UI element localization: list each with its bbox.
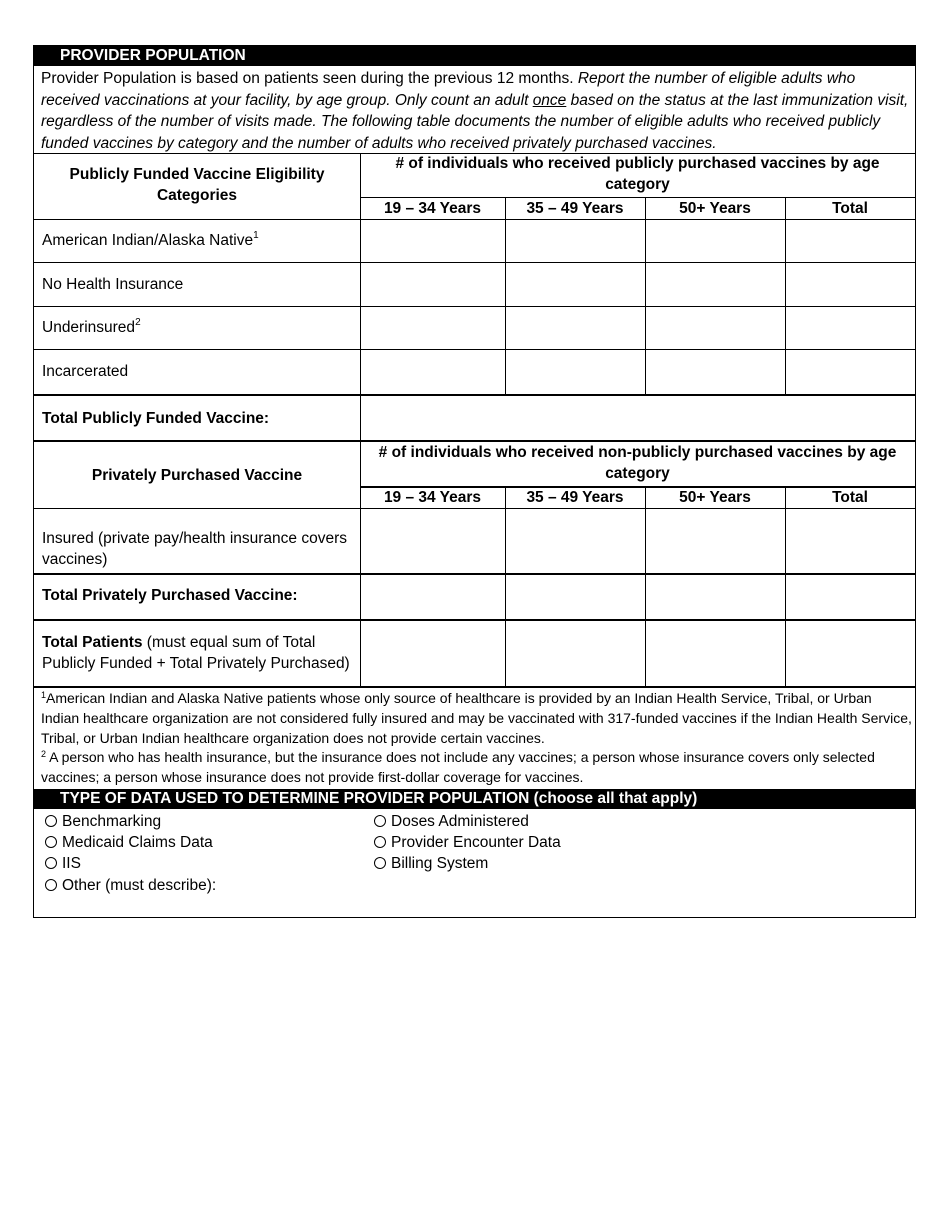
cell-uninsured-35-49[interactable] [506, 263, 645, 306]
cell-insured-35-49[interactable] [506, 509, 645, 573]
cell-insured-total[interactable] [786, 509, 915, 573]
row-underinsured: Underinsured$^2$ [42, 317, 141, 336]
option-doses-administered[interactable]: Doses Administered [374, 811, 529, 832]
row-american-indian: American Indian/Alaska Native$^1$ [42, 230, 259, 249]
row-no-health-insurance: No Health Insurance [42, 276, 184, 293]
cell-ai-an-50-plus[interactable] [646, 220, 785, 262]
cell-total-public-19-34[interactable] [361, 396, 505, 440]
footnote-2: $^2$ A person who has health insurance, but the insurance does not include any vaccines; a person whose insurance covers only selected vaccines; a person whose insurance does not provide first-dollar coverage for vaccines. [41, 749, 875, 785]
cell-incarcerated-total[interactable] [786, 350, 915, 394]
radio-circle-icon[interactable] [45, 857, 57, 869]
cell-total-patients-19-34[interactable] [361, 621, 505, 686]
section-header-provider-population [34, 46, 915, 66]
radio-circle-icon[interactable] [374, 857, 386, 869]
row-insured: Insured (private pay/health insurance covers vaccines) [42, 530, 347, 568]
cell-uninsured-total[interactable] [786, 263, 915, 306]
cell-total-private-total[interactable] [786, 575, 915, 619]
option-other[interactable]: Other (must describe): [45, 875, 216, 896]
cell-total-patients-35-49[interactable] [506, 621, 645, 686]
cell-uninsured-50-plus[interactable] [646, 263, 785, 306]
option-benchmarking[interactable]: Benchmarking [45, 811, 161, 832]
option-billing-system[interactable]: Billing System [374, 853, 488, 874]
private-col-19-34: 19 – 34 Years [383, 489, 482, 506]
section-title: TYPE OF DATA USED TO DETERMINE PROVIDER POPULATION (choose all that apply) [60, 790, 698, 807]
section-title: PROVIDER POPULATION [60, 47, 246, 64]
public-col-19-34: 19 – 34 Years [383, 200, 482, 217]
private-category-header: Privately Purchased Vaccine [91, 467, 303, 484]
cell-total-public-50-plus[interactable] [646, 396, 785, 440]
cell-incarcerated-50-plus[interactable] [646, 350, 785, 394]
public-col-35-49: 35 – 49 Years [526, 200, 624, 217]
cell-ai-an-19-34[interactable] [361, 220, 505, 262]
cell-underinsured-50-plus[interactable] [646, 307, 785, 349]
intro-italic-text-1: Report the number of eligible adults who received vaccinations at your facility, by age group. Only count an adult [41, 70, 856, 109]
intro-underlined-word: once [532, 91, 567, 109]
cell-insured-19-34[interactable] [361, 509, 505, 573]
cell-total-public-total[interactable] [786, 396, 915, 440]
cell-incarcerated-19-34[interactable] [361, 350, 505, 394]
row-incarcerated: Incarcerated [42, 363, 129, 380]
cell-underinsured-35-49[interactable] [506, 307, 645, 349]
cell-underinsured-total[interactable] [786, 307, 915, 349]
cell-total-private-35-49[interactable] [506, 575, 645, 619]
public-category-header: Publicly Funded Vaccine Eligibility Categories [69, 166, 325, 204]
option-medicaid-claims-data[interactable]: Medicaid Claims Data [45, 832, 213, 853]
provider-population-form [33, 45, 916, 918]
private-col-50-plus: 50+ Years [679, 489, 751, 506]
option-iis[interactable]: IIS [45, 853, 81, 874]
public-col-50-plus: 50+ Years [679, 200, 751, 217]
intro-plain-text: Provider Population is based on patients seen during the previous 12 months. [41, 70, 574, 87]
radio-circle-icon[interactable] [374, 836, 386, 848]
cell-total-patients-50-plus[interactable] [646, 621, 785, 686]
intro-italic-text-2: based on the status at the last immunization visit, regardless of the number of visits made. The following table documents the number of eligible adults who received publicly funded vaccines by category and the number of adults who received privately purchased vaccines. [41, 91, 909, 152]
cell-insured-50-plus[interactable] [646, 509, 785, 573]
private-group-header: # of individuals who received non-publicly purchased vaccines by age category [378, 444, 897, 482]
cell-total-patients-total[interactable] [786, 621, 915, 686]
cell-total-public-35-49[interactable] [506, 396, 645, 440]
cell-total-private-50-plus[interactable] [646, 575, 785, 619]
row-total-patients: Total Patients (must equal sum of Total Publicly Funded + Total Privately Purchased) [42, 634, 350, 672]
cell-ai-an-total[interactable] [786, 220, 915, 262]
public-group-header: # of individuals who received publicly purchased vaccines by age category [395, 155, 880, 193]
public-col-total: Total [832, 200, 868, 217]
intro-paragraph [41, 68, 915, 154]
row-total-private: Total Privately Purchased Vaccine: [42, 587, 298, 604]
cell-uninsured-19-34[interactable] [361, 263, 505, 306]
row-total-public: Total Publicly Funded Vaccine: [42, 410, 270, 427]
radio-circle-icon[interactable] [45, 879, 57, 891]
cell-total-private-19-34[interactable] [361, 575, 505, 619]
option-provider-encounter-data[interactable]: Provider Encounter Data [374, 832, 561, 853]
section-header-data-type [34, 789, 915, 809]
radio-circle-icon[interactable] [45, 815, 57, 827]
cell-underinsured-19-34[interactable] [361, 307, 505, 349]
radio-circle-icon[interactable] [45, 836, 57, 848]
cell-incarcerated-35-49[interactable] [506, 350, 645, 394]
cell-ai-an-35-49[interactable] [506, 220, 645, 262]
footnote-1: $^1$American Indian and Alaska Native patients whose only source of healthcare is provided by an Indian Health Service, Tribal, or Urban Indian healthcare organization are not considered fully insured and may be vaccinated with 317-funded vaccines if the Indian Health Service, Tribal, or Urban Indian healthcare organization does not provide certain vaccines. [41, 690, 912, 746]
private-col-35-49: 35 – 49 Years [526, 489, 624, 506]
radio-circle-icon[interactable] [374, 815, 386, 827]
private-col-total: Total [832, 489, 868, 506]
